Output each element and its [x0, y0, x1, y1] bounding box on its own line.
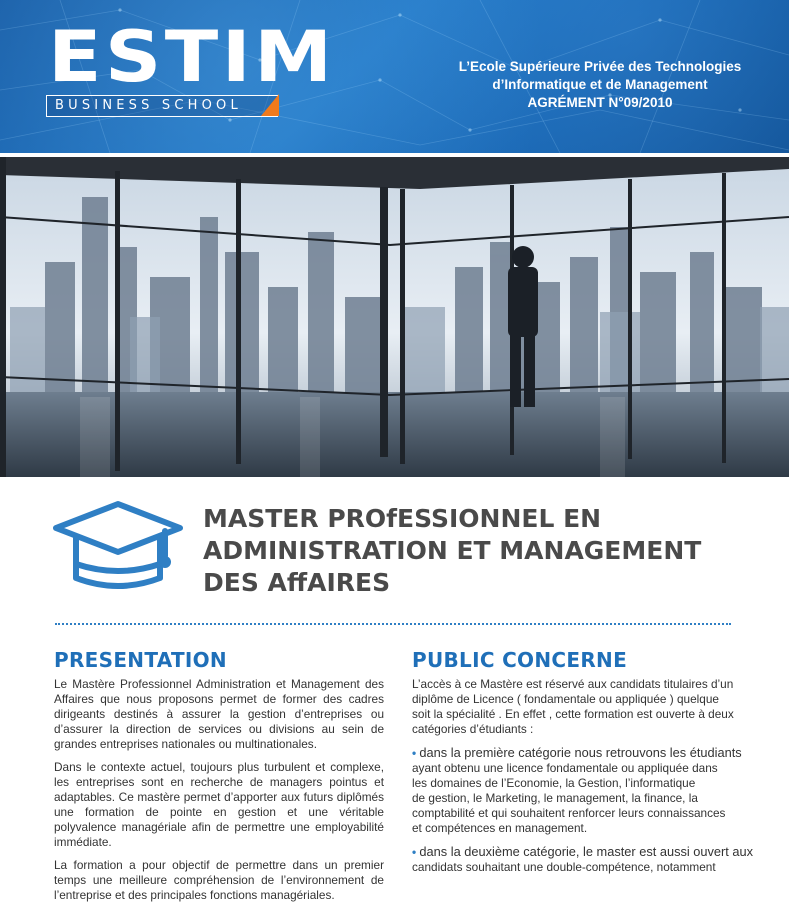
header-banner [0, 0, 789, 153]
dotted-divider [55, 623, 731, 625]
presentation-paragraph-1: Le Mastère Professionnel Administration et Management des Affaires que nous proposons permet de former des cadres dirigeants destinés à assurer la gestion d’entreprises ou d’assurer la direction de services ou divisions au sein de grandes entreprises nationales ou multinationales. [54, 677, 384, 751]
bullet-1-rest: ayant obtenu une licence fondamentale ou appliquée dans les domaines de l’Economie, la Gestion, l’informatique de gestion, le Marketing, le management, la finance, la comptabilité et qui souhaitent renforcer leurs connaissances et compétences en management. [412, 761, 726, 835]
logo-accent-triangle [261, 94, 279, 116]
graduation-cap-icon [52, 498, 187, 590]
logo-word: ESTIM [48, 16, 336, 98]
office-skyline-photo [0, 157, 789, 477]
presentation-paragraph-2: Dans le contexte actuel, toujours plus turbulent et complexe, les entreprises sont en recherche de managers pointus et adaptables. Ce mastère permet d’apporter aux futurs diplômés une formation de pointe en gestion et une véritable polyvalence managériale afin de permettre une employabilité immédiate. [54, 760, 384, 849]
title-line2: ADMINISTRATION ET MANAGEMENT [203, 536, 702, 565]
public-section [412, 644, 757, 906]
public-bullet-2 [412, 844, 757, 875]
school-name-line2: d’Informatique et de Management [492, 77, 708, 92]
bullet-1: • [412, 746, 417, 760]
public-heading: PUBLIC CONCERNE [412, 648, 628, 672]
bullet-2-rest: candidats souhaitant une double-compétence, notamment [412, 860, 716, 874]
school-info [440, 58, 760, 112]
page-title [203, 503, 773, 599]
bullet-1-first-line: dans la première catégorie nous retrouvons les étudiants [419, 745, 742, 760]
title-line1: MASTER PROfESSIONNEL EN [203, 504, 602, 533]
title-line3: DES AffAIRES [203, 568, 391, 597]
logo-subtitle-box [46, 95, 278, 117]
presentation-section [54, 644, 384, 906]
bullet-2-first-line: dans la deuxième catégorie, le master est aussi ouvert aux [419, 844, 754, 859]
logo [48, 16, 336, 98]
bullet-2: • [412, 845, 417, 859]
school-name-line1: L’Ecole Supérieure Privée des Technologies [458, 59, 742, 74]
presentation-heading: PRESENTATION [54, 648, 227, 672]
presentation-paragraph-3: La formation a pour objectif de permettre dans un premier temps une meilleure compréhension de l’environnement de l’entreprise et des principales fonctions managériales. [54, 858, 384, 902]
logo-subtitle: BUSINESS SCHOOL [55, 98, 242, 113]
public-intro: L’accès à ce Mastère est réservé aux candidats titulaires d’un diplôme de Licence ( fondamentale ou appliquée ) quelque soit la spécialité . En effet , cette formation est ouverte à deux catégories d’étudiants : [412, 677, 734, 736]
public-bullet-1 [412, 745, 757, 836]
accreditation: AGRÉMENT N°09/2010 [527, 95, 673, 110]
